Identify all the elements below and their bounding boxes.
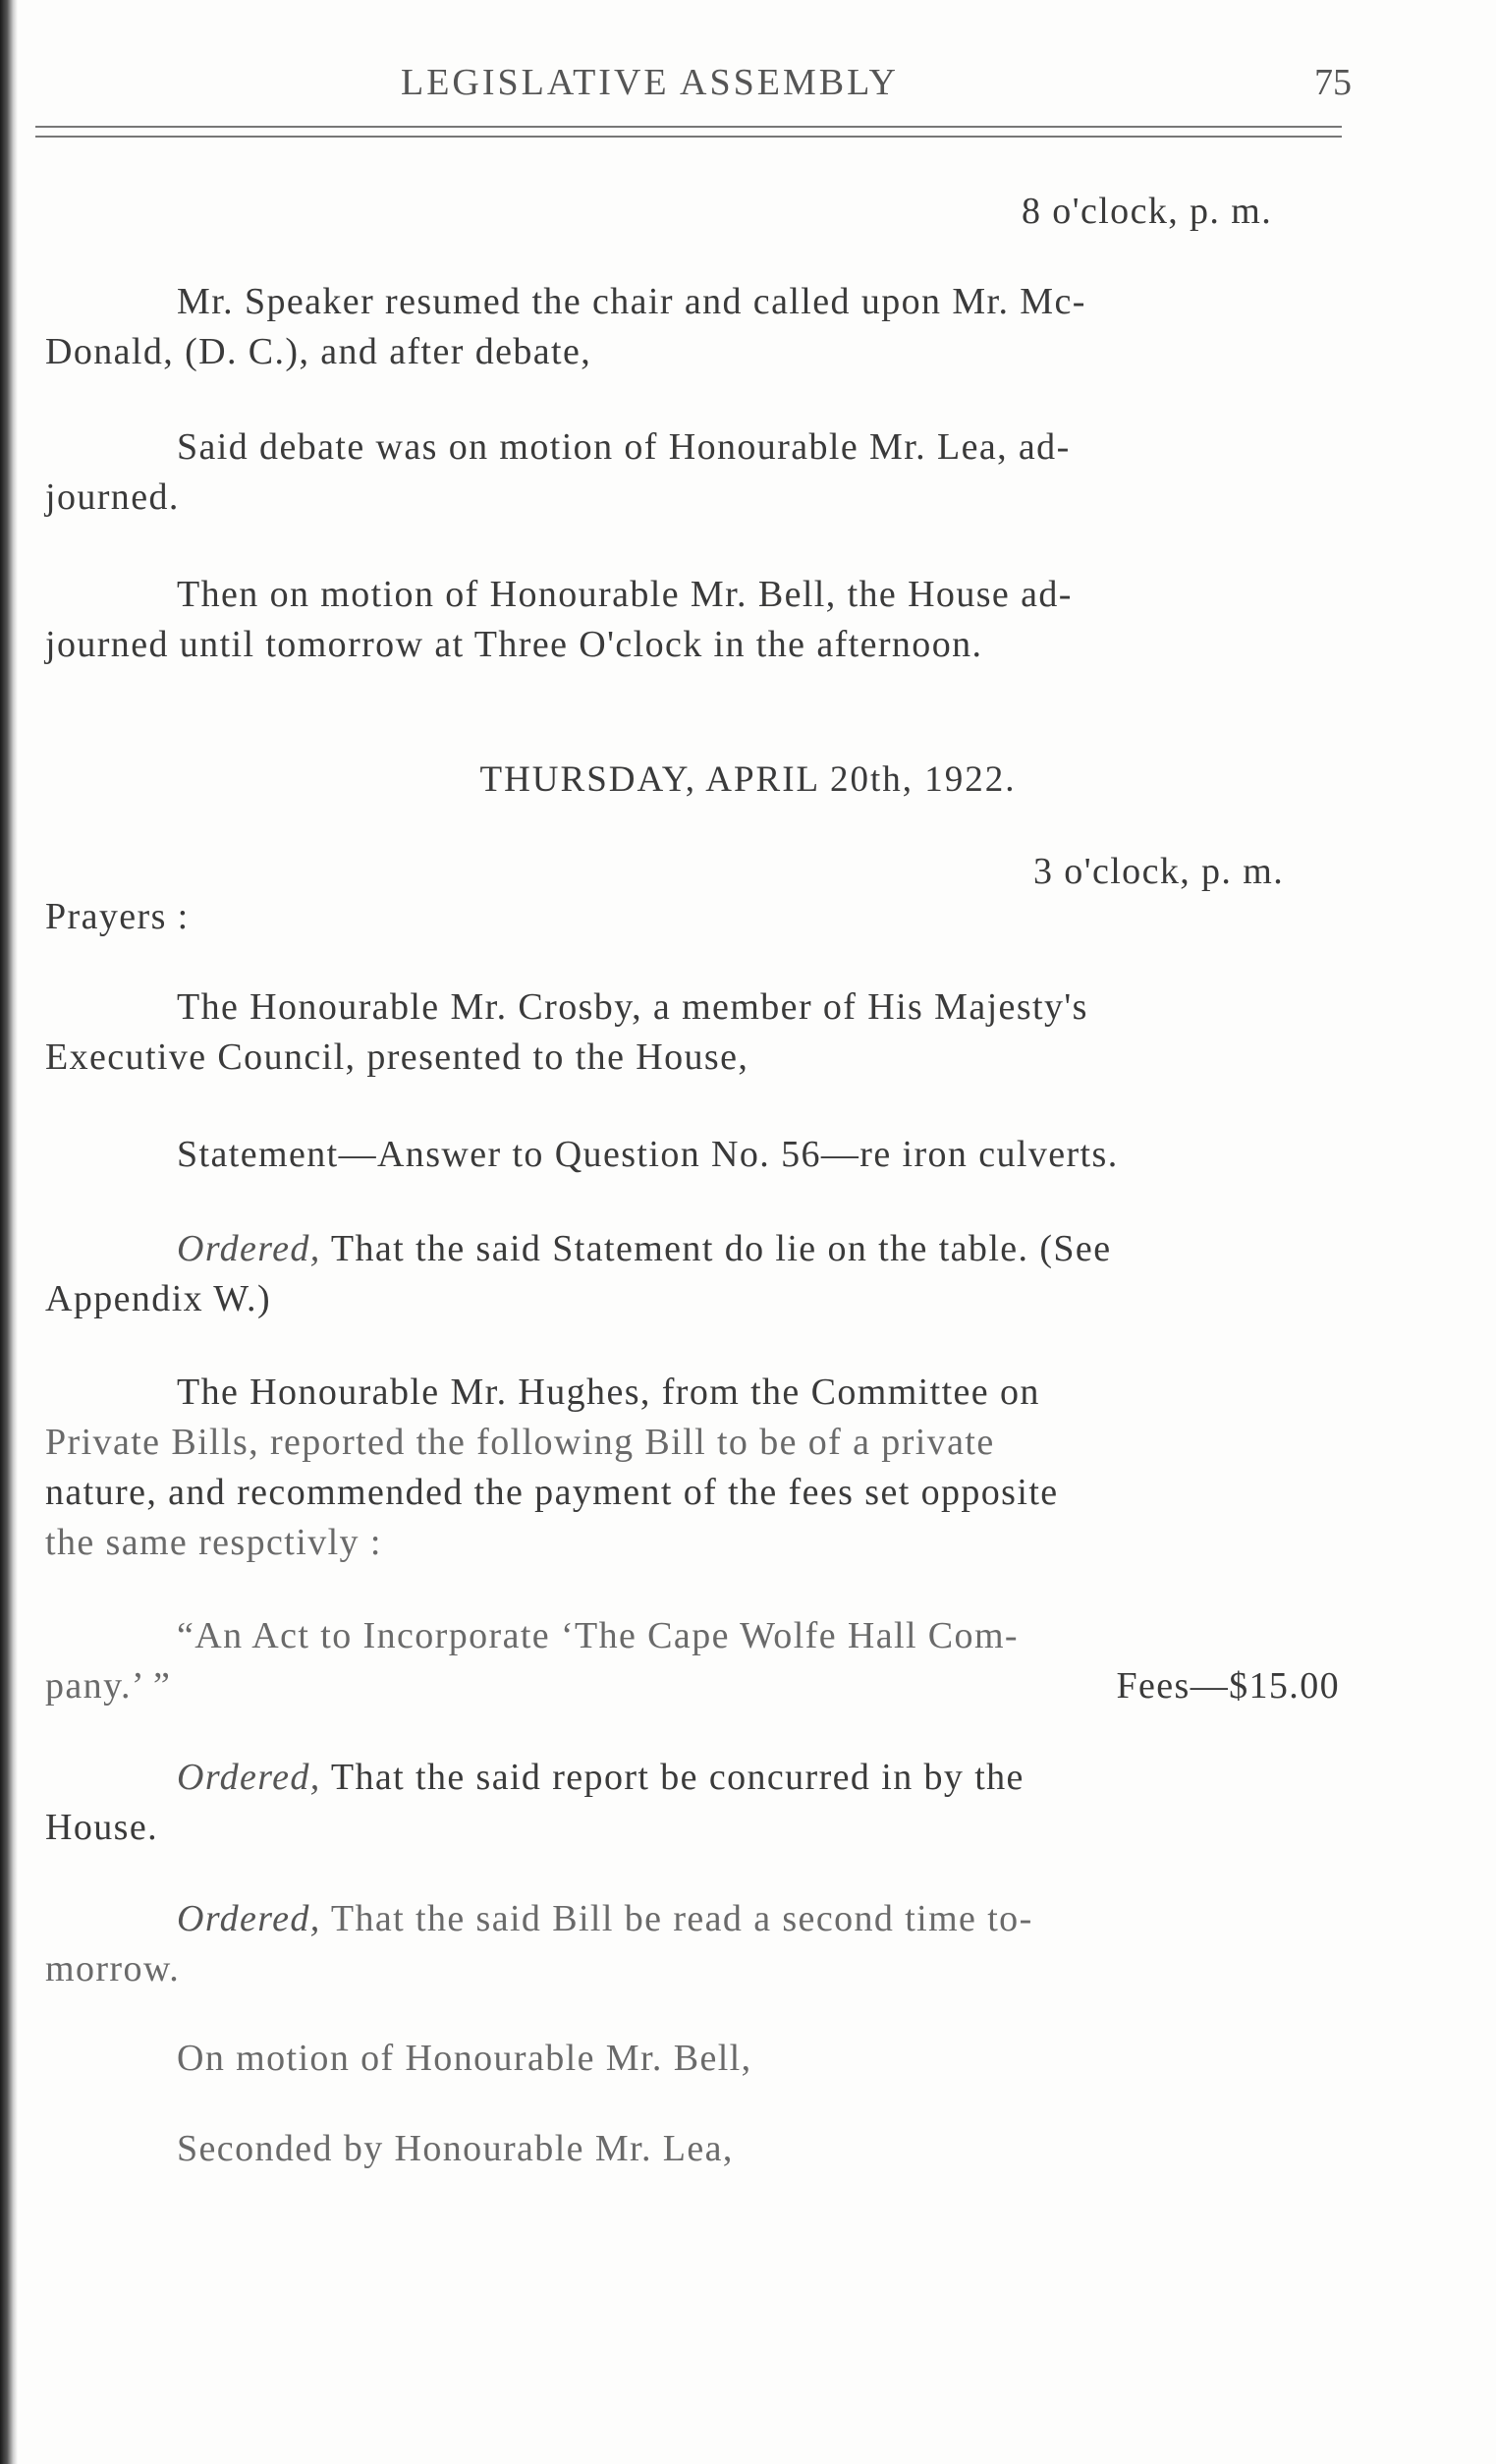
paragraph-crosby <box>45 982 1340 1083</box>
prayers-label: Prayers : <box>45 896 190 937</box>
statement-text: Statement—Answer to Question No. 56—re iron culverts. <box>177 1134 1119 1175</box>
seconded-text: Seconded by Honourable Mr. Lea, <box>177 2128 734 2169</box>
paragraph-line: morrow. <box>45 1948 181 1989</box>
paragraph-line: journed. <box>45 476 180 518</box>
bill-entry <box>45 1611 1340 1711</box>
paragraph-line: Private Bills, reported the following Bill to be of a private <box>45 1422 995 1463</box>
paragraph-speaker <box>45 277 1340 377</box>
bill-title-line: pany.’ ” <box>45 1665 172 1707</box>
ordered-word: Ordered, <box>177 1228 321 1269</box>
bill-fees: Fees—$15.00 <box>1116 1665 1340 1707</box>
header-title: LEGISLATIVE ASSEMBLY <box>401 62 899 103</box>
paragraph-line: journed until tomorrow at Three O'clock in the afternoon. <box>45 624 983 665</box>
paragraph-line: That the said Bill be read a second time to- <box>330 1898 1033 1939</box>
time-afternoon: 3 o'clock, p. m. <box>1033 851 1285 892</box>
paragraph-line: The Honourable Mr. Hughes, from the Committee on <box>177 1372 1040 1413</box>
paragraph-line: The Honourable Mr. Crosby, a member of His Majesty's <box>177 986 1088 1028</box>
paragraph-line: Said debate was on motion of Honourable Mr. Lea, ad- <box>177 426 1071 468</box>
ordered-word: Ordered, <box>177 1757 321 1798</box>
paragraph-adjourn <box>45 570 1340 670</box>
motion-line <box>45 2034 1340 2084</box>
paragraph-line: Appendix W.) <box>45 1278 272 1319</box>
paragraph-line: the same respctivly : <box>45 1522 382 1563</box>
page-binding-edge <box>0 0 18 2464</box>
paragraph-hughes <box>45 1368 1340 1568</box>
bill-title-line: “An Act to Incorporate ‘The Cape Wolfe Hall Com- <box>177 1615 1019 1656</box>
paragraph-ordered-second <box>45 1894 1340 1994</box>
paragraph-line: That the said report be concurred in by the <box>330 1757 1025 1798</box>
running-header <box>35 61 1352 110</box>
header-rule-top <box>35 126 1342 128</box>
header-rule-bottom <box>35 136 1342 138</box>
page-number: 75 <box>1314 62 1352 103</box>
paragraph-line: Donald, (D. C.), and after debate, <box>45 331 592 372</box>
paragraph-line: That the said Statement do lie on the table. (See <box>330 1228 1112 1269</box>
paragraph-debate <box>45 422 1340 523</box>
ordered-word: Ordered, <box>177 1898 321 1939</box>
time-evening: 8 o'clock, p. m. <box>1022 191 1273 232</box>
date-heading: THURSDAY, APRIL 20th, 1922. <box>479 759 1017 800</box>
statement-line <box>45 1130 1340 1180</box>
paragraph-line: Mr. Speaker resumed the chair and called upon Mr. Mc- <box>177 281 1086 322</box>
paragraph-line: Executive Council, presented to the House, <box>45 1036 749 1078</box>
paragraph-line: nature, and recommended the payment of the fees set opposite <box>45 1472 1059 1513</box>
motion-text: On motion of Honourable Mr. Bell, <box>177 2038 752 2079</box>
seconded-line <box>45 2124 1340 2174</box>
paragraph-ordered-report <box>45 1753 1340 1853</box>
paragraph-ordered-table <box>45 1224 1340 1324</box>
paragraph-line: Then on motion of Honourable Mr. Bell, the House ad- <box>177 574 1073 615</box>
paragraph-line: House. <box>45 1807 158 1848</box>
